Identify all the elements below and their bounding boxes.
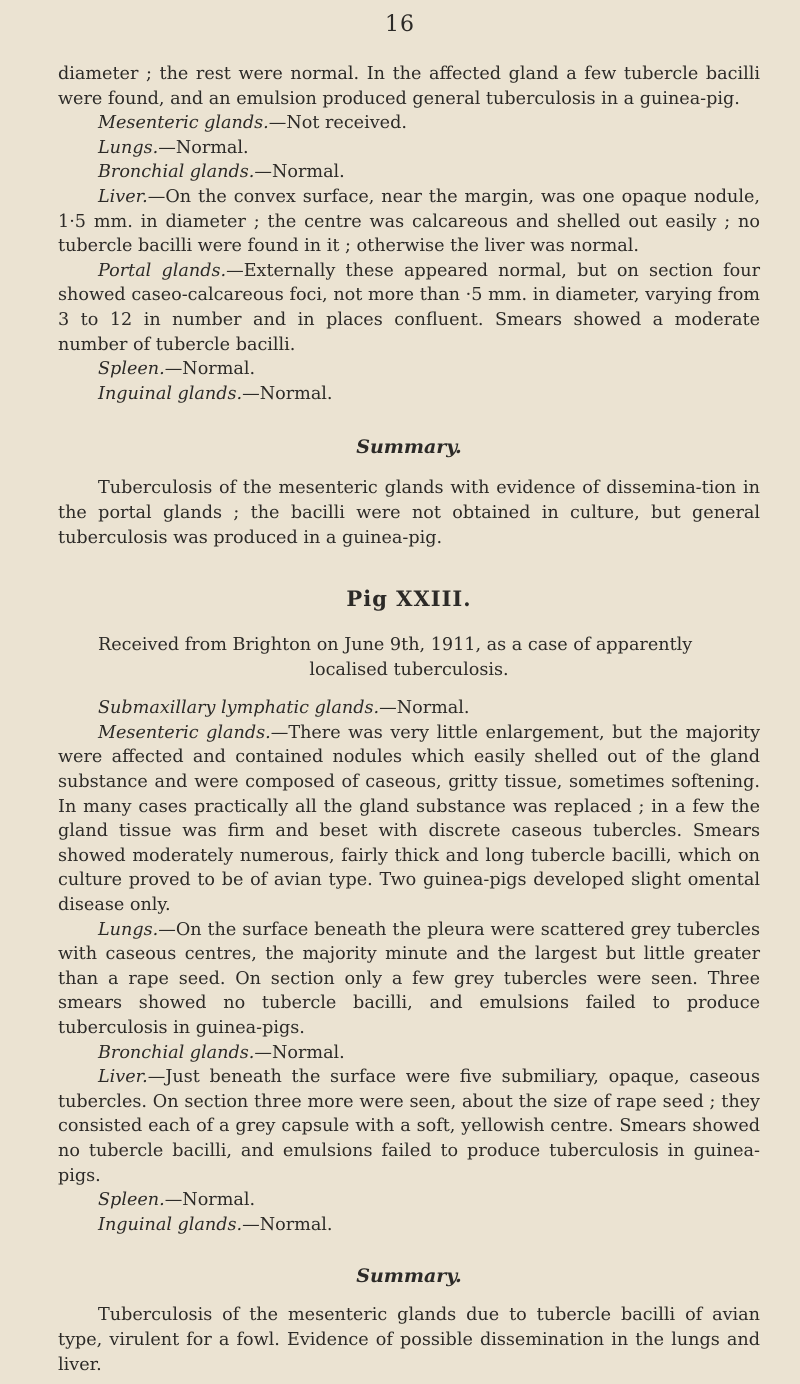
bronchial-glands-entry — [58, 1041, 760, 1066]
entry-text: —Normal. — [254, 162, 345, 183]
mesenteric-glands-entry — [58, 721, 760, 918]
entry-text: —Normal. — [164, 1190, 256, 1211]
entry-term: Spleen. — [98, 1190, 165, 1211]
mesenteric-glands-entry — [58, 111, 760, 136]
entry-term: Inguinal glands. — [98, 383, 243, 404]
entry-term: Mesenteric glands. — [98, 113, 269, 134]
entry-text: —Normal. — [379, 698, 470, 719]
case-title: Pig XXIII. — [346, 586, 472, 612]
received-line-1: Received from Brighton on June 9th, 1911, as a case of apparently — [98, 635, 693, 656]
entry-term: Portal glands. — [98, 260, 227, 281]
entry-text: —Just beneath the surface were five submiliary, opaque, caseous tubercles. On section three more were seen, about the size of rape seed ; they consisted each of a grey capsule with a soft, yellowish centre. Smears showed no tubercle bacilli, and emulsions failed to produce tuberculosis in guinea-pigs. — [58, 1067, 760, 1186]
entry-term: Bronchial glands. — [98, 1042, 255, 1063]
entry-term: Submaxillary lymphatic glands. — [98, 698, 380, 719]
entry-term: Liver. — [98, 1067, 148, 1088]
entry-text: —Normal. — [164, 359, 256, 380]
page-number: 16 — [385, 12, 415, 37]
lungs-entry — [58, 136, 760, 161]
inguinal-glands-entry — [58, 382, 760, 407]
entry-term: Lungs. — [98, 137, 159, 158]
received-paragraph — [58, 633, 760, 682]
entry-text: —Normal. — [242, 383, 333, 404]
entry-term: Lungs. — [98, 919, 159, 940]
lungs-entry — [58, 918, 760, 1041]
opening-paragraph: diameter ; the rest were normal. In the affected gland a few tubercle bacilli were found, and an emulsion produced general tuberculosis in a guinea-pig. — [58, 64, 760, 109]
submaxillary-glands-entry — [58, 696, 760, 721]
entry-term: Liver. — [98, 186, 148, 207]
entry-text: —Externally these appeared normal, but on section four showed caseo-calcareous foci, not more than ·5 mm. in diameter, varying from 3 to 12 in number and in places confluent. Smears showed a moderate number of tubercle bacilli. — [58, 260, 760, 355]
entry-text: —Normal. — [158, 137, 249, 158]
entry-text: —There was very little enlargement, but the majority were affected and contained nodules which easily shelled out of the gland substance and were composed of caseous, gritty tissue, sometimes softening. In many cases practically all the gland substance was replaced ; in a few the gland tissue was firm and beset with discrete caseous tubercles. Smears showed moderately numerous, fairly thick and long tubercle bacilli, which on culture proved to be of avian type. Two guinea-pigs developed slight omental disease only. — [58, 722, 761, 916]
summary-heading: Summary. — [356, 436, 462, 459]
spleen-entry — [58, 1188, 760, 1213]
inguinal-glands-entry — [58, 1213, 760, 1238]
summary-paragraph: Tuberculosis of the mesenteric glands with evidence of dissemina-tion in the portal glands ; the bacilli were not obtained in culture, but general tuberculosis was produced in a guinea-pig. — [58, 478, 760, 548]
portal-glands-entry — [58, 259, 760, 357]
entry-term: Spleen. — [98, 359, 165, 380]
entry-term: Inguinal glands. — [98, 1214, 243, 1235]
liver-entry — [58, 1065, 760, 1188]
entry-text: —Not received. — [268, 113, 407, 134]
bronchial-glands-entry — [58, 160, 760, 185]
summary-paragraph: Tuberculosis of the mesenteric glands due to tubercle bacilli of avian type, virulent for a fowl. Evidence of possible dissemination in the lungs and liver. — [58, 1305, 760, 1375]
summary-heading: Summary. — [356, 1265, 462, 1288]
received-line-2: localised tuberculosis. — [309, 659, 509, 680]
entry-term: Mesenteric glands. — [98, 722, 271, 743]
spleen-entry — [58, 357, 760, 382]
entry-text: —On the surface beneath the pleura were scattered grey tubercles with caseous centres, the majority minute and the largest but little greater than a rape seed. On section only a few grey tubercles were seen. Three smears showed no tubercle bacilli, and emulsions failed to produce tuberculosis in guinea-pigs. — [58, 919, 760, 1038]
entry-term: Bronchial glands. — [98, 162, 255, 183]
entry-text: —On the convex surface, near the margin, was one opaque nodule, 1·5 mm. in diameter ; the centre was calcareous and shelled out easily ; no tubercle bacilli were found in it ; otherwise the liver was normal. — [58, 186, 760, 257]
liver-entry — [58, 185, 760, 259]
entry-text: —Normal. — [254, 1042, 345, 1063]
entry-text: —Normal. — [242, 1214, 333, 1235]
